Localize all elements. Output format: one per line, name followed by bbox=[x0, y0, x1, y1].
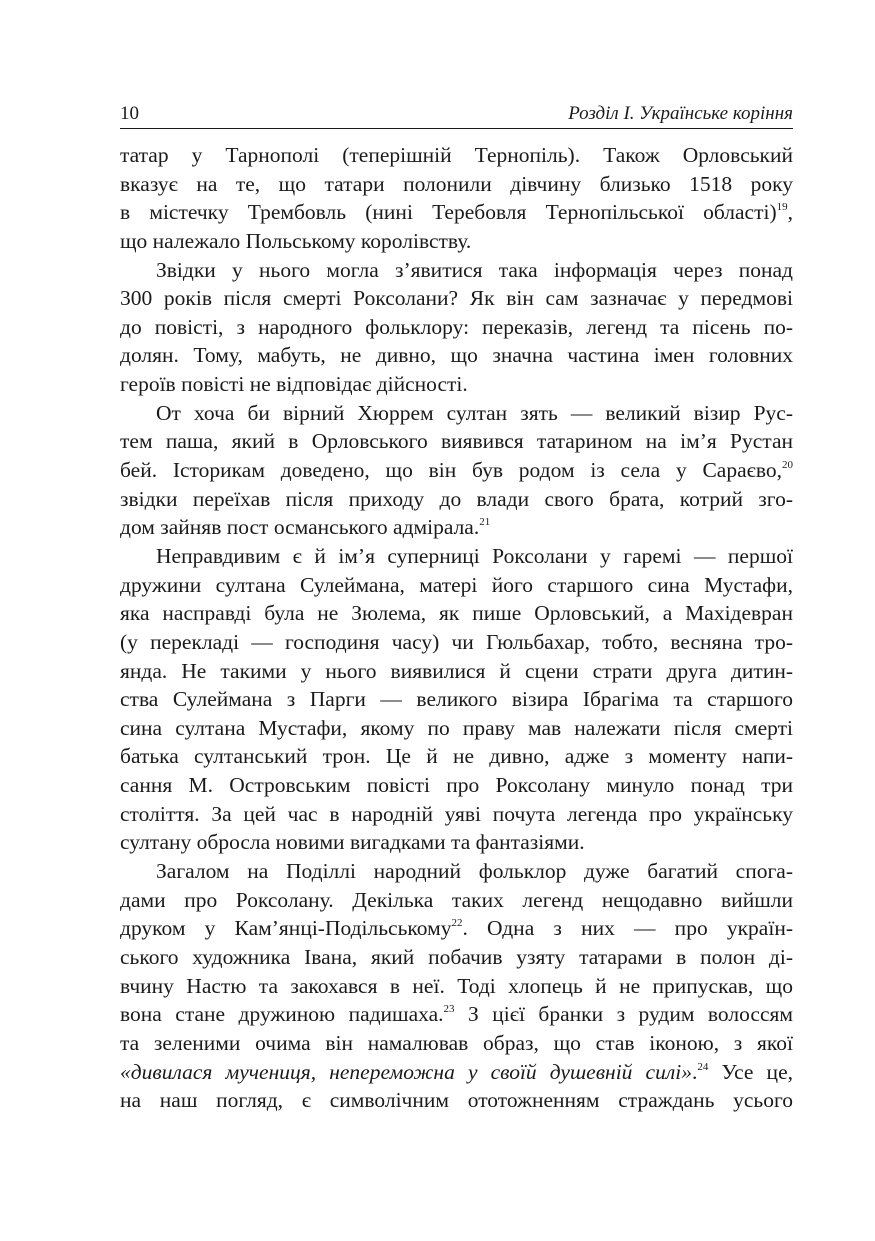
text-line: дом зайняв пост османського адмірала.$^{21}$ bbox=[120, 515, 491, 540]
text-line: в містечку Трембовль (нині Теребовля Тернопільської області)$^{19}$, bbox=[120, 200, 793, 225]
text-line: ства Сулеймана з Парги — великого візира Ібрагіма та старшого bbox=[120, 687, 793, 712]
quote: «дивилася мучениця, непереможна у своїй душевній силі» bbox=[120, 1059, 692, 1084]
running-head: Розділ I. Українське коріння bbox=[568, 103, 793, 124]
text-line: героїв повісті не відповідає дійсності. bbox=[120, 372, 468, 397]
footnote-ref-23: 23 bbox=[443, 1003, 455, 1016]
text-line: ського художника Івана, який побачив узяту татарами в полон ді- bbox=[120, 944, 793, 969]
footnote-ref-24: 24 bbox=[697, 1060, 709, 1073]
text-line: (у перекладі — господиня часу) чи Гюльбахар, тобто, весняна тро- bbox=[120, 629, 793, 654]
footnote-ref-19: 19 bbox=[776, 201, 788, 214]
body-text bbox=[120, 141, 793, 1115]
text-line: вона стане дружиною падишаха.$^{23}$ З цієї бранки з рудим волоссям bbox=[120, 1002, 793, 1027]
text-line: вказує на те, що татари полонили дівчину близько 1518 року bbox=[120, 171, 793, 196]
text-line: дами про Роксолану. Декілька таких легенд нещодавно вийшли bbox=[120, 887, 793, 912]
text-line: друком у Кам’янці-Подільському$^{22}$. Одна з них — про україн- bbox=[120, 916, 793, 941]
text-line: вчину Настю та закохався в неї. Тоді хлопець й не припускав, що bbox=[120, 973, 793, 998]
page-header bbox=[120, 100, 793, 129]
text-line: дружини султана Сулеймана, матері його старшого сина Мустафи, bbox=[120, 572, 793, 597]
text-line: султану обросла новими вигадками та фантазіями. bbox=[120, 830, 585, 855]
text-line: яка насправді була не Зюлема, як пише Орловський, а Махідевран bbox=[120, 601, 793, 626]
text-line: От хоча би вірний Хюррем султан зять — великий візир Рус- bbox=[156, 400, 793, 425]
text-line: «дивилася мучениця, непереможна у своїй душевній силі».$^{24}$ Усе це, bbox=[120, 1059, 793, 1084]
text-line: та зеленими очима він намалював образ, що став іконою, з якої bbox=[120, 1030, 793, 1055]
text-line: що належало Польському королівству. bbox=[120, 228, 472, 253]
text-line: до повісті, з народного фольклору: переказів, легенд та пісень по- bbox=[120, 314, 793, 339]
text-line: Загалом на Поділлі народний фольклор дуже багатий спога- bbox=[156, 859, 793, 884]
text-line: татар у Тарнополі (теперішній Тернопіль). Також Орловський bbox=[120, 143, 793, 167]
footnote-ref-22: 22 bbox=[451, 917, 463, 930]
text-line: батька султанський трон. Це й не дивно, адже з моменту напи- bbox=[120, 744, 793, 769]
footnote-ref-20: 20 bbox=[782, 459, 793, 472]
text-line: тем паша, який в Орловського виявився татарином на ім’я Рустан bbox=[120, 429, 793, 454]
page-number: 10 bbox=[120, 103, 139, 124]
text-line: янда. Не такими у нього виявилися й сцени страти друга дитин- bbox=[120, 658, 793, 683]
text-line: на наш погляд, є символічним ототожненням страждань усього bbox=[120, 1088, 793, 1113]
text-line: 300 років після смерті Роксолани? Як він сам зазначає у передмові bbox=[120, 286, 793, 311]
text-line: Неправдивим є й ім’я суперниці Роксолани у гаремі — першої bbox=[156, 543, 793, 568]
text-line: сання М. Островським повісті про Роксолану минуло понад три bbox=[120, 773, 793, 798]
text-line: долян. Тому, мабуть, не дивно, що значна частина імен головних bbox=[120, 343, 793, 368]
text-line: Звідки у нього могла з’явитися така інформація через понад bbox=[156, 257, 793, 282]
text-line: століття. За цей час в народній уяві почута легенда про українську bbox=[120, 801, 793, 826]
footnote-ref-21: 21 bbox=[479, 516, 491, 529]
text-line: сина султана Мустафи, якому по праву мав належати після смерті bbox=[120, 715, 793, 740]
text-line: бей. Історикам доведено, що він був родом із села у Сараєво,$^{20}$ bbox=[120, 458, 793, 483]
text-line: звідки переїхав після приходу до влади свого брата, котрий зго- bbox=[120, 486, 793, 511]
